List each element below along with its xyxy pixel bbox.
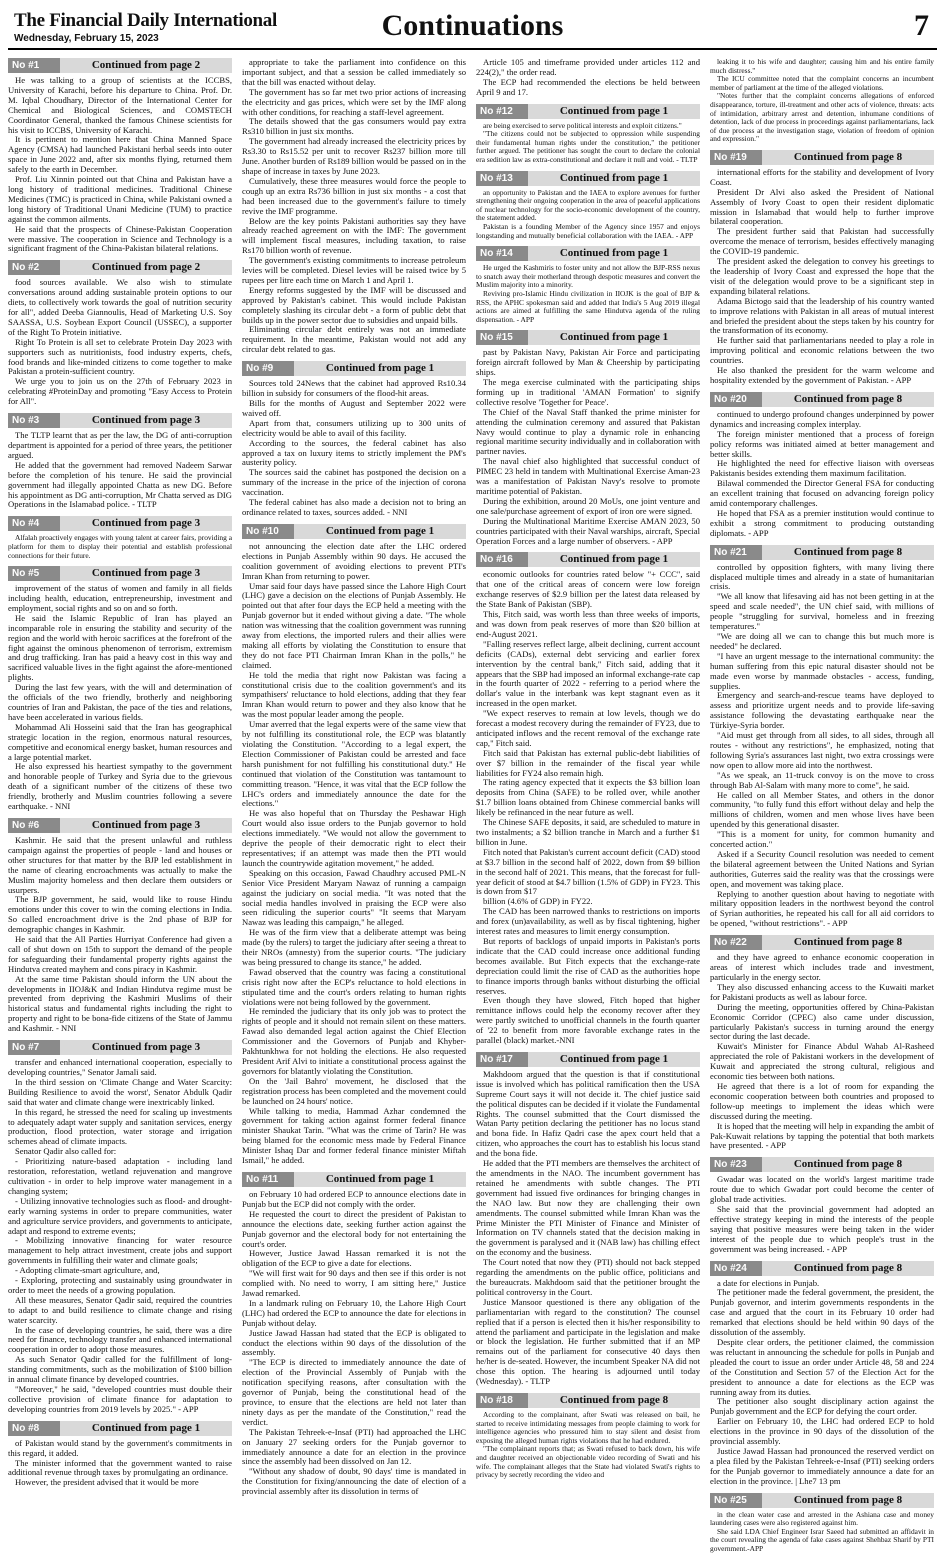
article-paragraph: Gwadar was located on the world's largest maritime trade route due to which Gwadar port could become the center of global trade activities.: [710, 1174, 934, 1205]
continuation-header: [476, 104, 700, 119]
article-paragraph: In the third session on 'Climate Change and Water Scarcity: Building Resilience to avoid the worst', Senator Abdulk Qadir said that water and climate change were inextricably linked.: [8, 1076, 232, 1107]
continuation-title: Continued from page 1: [528, 104, 700, 119]
continuation-header: [8, 566, 232, 581]
continuation-title: Continued from page 1: [294, 361, 466, 376]
article-paragraph: He also thanked the president for the warm welcome and hospitality extended by the government of Pakistan. - APP: [710, 365, 934, 385]
paper-name: The Financial Daily International: [14, 10, 277, 31]
continuation-title: Continued from page 1: [294, 524, 466, 539]
article-paragraph: At the same time Pakistan should inform the UN about the developments in IIOJ&K and Indian Hindutva regime must be prevented from depriving the Kashmiri Muslims of their historical status and fundamental rights including the right to property and right to be bona-fide citizens of the State of Jammu and Kashmir. - NNI: [8, 973, 232, 1034]
article-paragraph: Justice Mansoor questioned is there any obligation of the parliamentarian with regard to the constitution? The counsel replied that if a person is elected then it his/her responsibility to attend the parliament and participate in the legislation and make or block the legislation. He further submitted that if an MP remains out of the parliament for consecutive 40 days then he/her is de-seated. However, the incumbent Speaker NA did not chose this option. The hearing is adjourned until today (Wednesday). - TLTP: [476, 1296, 700, 1387]
column-3: [476, 58, 700, 1528]
continuation-block: [8, 818, 232, 1034]
continuation-block: [710, 1493, 934, 1554]
continuation-title: Continued from page 8: [762, 1493, 934, 1508]
article-paragraph: Fitch noted that Pakistan's current account deficit (CAD) stood at $3.7 billion in the second half of 2022, down from $9 billion in the second half of 2021. This means, that the forecast for full-year deficit of stood at $4.7 billion (1.5% of GDP) in FY23. This is down from $17: [476, 846, 700, 897]
continuation-title: Continued from page 8: [762, 545, 934, 560]
article-paragraph: He also expressed his heartiest sympathy to the government and honorable people of Turkey and Syria due to the grievous death of a significant number of the citizens of these two friendly, brotherly and Muslim countries following a severe earthquake. - NNI: [8, 761, 232, 812]
article-paragraph: - Utilizing innovative technologies such as flood- and drought-early warning systems in order to prepare communities, water and agriculture service providers, and governments to anticipate, adapt and respond to extreme events;: [8, 1195, 232, 1236]
continuation-number: No #15: [476, 330, 528, 345]
article-paragraph: Below are the key points Pakistani authorities say they have already reached agreement on with the IMF: The government will implement fiscal measures, including taxation, to raise Rs170 billion worth of revenue.: [242, 215, 466, 256]
article-paragraph: In the case of developing countries, he said, there was a dire need for finance, technology transfer and enhanced international cooperation in order to adopt those measures.: [8, 1324, 232, 1355]
continuation-header: [710, 545, 934, 560]
article-paragraph: Umar said four days have passed since the Lahore High Court (LHC) gave a decision on the elections of Punjab Assembly. He pointed out that after four days the ECP held a meeting with the Punjab governor but it ended without giving a date. "The whole nation was witnessing that the coalition government was running away from elections, the imported rulers and their allies were making all efforts by violating the Constitution to ensure that they do not face PTI Chairman Imran Khan in the polls," he claimed.: [242, 580, 466, 670]
continuation-number: No #2: [8, 260, 60, 275]
article-paragraph: Speaking on this occasion, Fawad Chaudhry accused PML-N Senior Vice President Maryam Nawaz of running a campaign against the judiciary on social media. "It was noted that the social media handles involved in praising the ECP were also seen ridiculing the superior courts" "It seems that Maryam Nawaz was leading this campaign," he alleged.: [242, 867, 466, 928]
continuation-title: Continued from page 3: [60, 516, 232, 531]
continuation-title: Continued from page 1: [60, 1421, 232, 1436]
article-paragraph: The ICU committee noted that the complaint concerns an incumbent member of parliament at the time of the alleged violations.: [710, 74, 934, 92]
article-paragraph: "As we speak, an 11-truck convoy is on the move to cross through Bab Al-Salam with many more to come", he said.: [710, 769, 934, 790]
article-paragraph: She said LDA Chief Engineer Israr Saeed had submitted an affidavit in the court revealing the agenda of fake cases against Shehbaz Sharif by PTI government.-APP: [710, 1526, 934, 1553]
article-paragraph: "This is a moment for unity, for common humanity and concerted action.": [710, 829, 934, 850]
article-paragraph: Eliminating circular debt entirely was not an immediate requirement. In the meantime, Pakistan would not add any circular debt related to gas.: [242, 324, 466, 355]
continuation-block: [710, 935, 934, 1151]
article-paragraph: - Adopting climate-smart agriculture, and,: [15, 1265, 160, 1276]
article-paragraph: Apart from that, consumers utilizing up to 300 units of electricity would be able to avail of this facility.: [242, 417, 466, 438]
article-paragraph: In a landmark ruling on February 10, the Lahore High Court (LHC) had ordered the ECP to announce the date for elections in Punjab without delay.: [242, 1297, 466, 1328]
article-paragraph: Alfalah proactively engages with young talent at career fairs, providing a platform for them to display their potential and establish professional connections for their future.: [8, 533, 232, 560]
article-paragraph: While talking to media, Hammad Azhar condemned the government for taking action against former federal finance minister Shaukat Tarin. "What was the crime of Tarin? He was being blamed for the economic mess made by Federal Finance Minister Ishaq Dar and former federal finance minister Miftah Ismail," he added.: [242, 1105, 466, 1166]
continuation-title: Continued from page 1: [528, 171, 700, 186]
continuation-header: [710, 1157, 934, 1172]
article-paragraph: The government had already increased the electricity prices by Rs3.30 to Rs15.52 per unit to recover Rs237 billion more till June. Another burden of Rs189 billion would be passed on in the shape of increase in taxes by June 2023.: [242, 136, 466, 176]
article-paragraph: However, the president advised that it would be more: [15, 1477, 199, 1488]
continuation-title: Continued from page 3: [60, 413, 232, 428]
continuation-header: [476, 552, 700, 567]
article-paragraph: Adama Bictogo said that the leadership of his country wanted to improve relations with Pakistan in all areas of mutual interest and briefed the president about the steps taken by his country for the transformation of its economy.: [710, 295, 934, 336]
article-paragraph: He urged the Kashmiris to foster unity and not allow the BJP-RSS nexus to snatch away their motherland through despotic measures and convert the Muslim majority into a minority.: [476, 263, 700, 290]
continuation-number: No #3: [8, 413, 60, 428]
article-paragraph: and they have agreed to enhance economic cooperation in areas of interest which includes trade and investment, particularly in the energy sector.: [710, 952, 934, 982]
article-paragraph: The Pakistan Tehreek-e-Insaf (PTI) had approached the LHC on January 27 seeking orders for the Punjab governor to immediately announce a date for an election in the province since the assembly had been dissolved on Jan 12.: [242, 1426, 466, 1467]
article-paragraph: But reports of backlogs of unpaid imports in Pakistan's ports indicate that the CAD could increase once additional funding becomes available. But Fitch expects that the exchange-rate depreciation could limit the rise of CAD as the authorities hope to finance imports through banks without disturbing the official reserves.: [476, 935, 700, 996]
continuation-number: No #24: [710, 1261, 762, 1276]
article-paragraph: He called on all Member States, and others in the donor community, "to fully fund this effort without delay and help the millions of children, women and men whose lives have been upended by this generational disaster.: [710, 789, 934, 830]
section-title: Continuations: [381, 9, 564, 42]
article-paragraph: He further said that parliamentarians needed to play a role in improving political and economic relations between the two countries.: [710, 335, 934, 366]
continuation-number: No #23: [710, 1157, 762, 1172]
continuation-block: [476, 552, 700, 1046]
continuation-block: [8, 516, 232, 560]
page-number: 7: [914, 9, 929, 42]
continuation-title: Continued from page 3: [60, 1040, 232, 1055]
article-paragraph: Replying to another question about having to negotiate with military opposition leaders in the northwest beyond the control of Syrian authorities, he repeated his call for all aid corridors to be opened, "without restrictions". - APP: [710, 888, 934, 929]
continuation-title: Continued from page 8: [762, 150, 934, 165]
article-paragraph: of Pakistan would stand by the government's commitments in this regard, it added.: [8, 1437, 232, 1458]
continuation-block: [710, 150, 934, 386]
article-paragraph: He was also hopeful that on Thursday the Peshawar High Court would also issue orders to the Punjab governor to hold elections immediately. "We would not allow the government to deprive the people of their democratic right to elect their representatives; if an attempt was made then the PTI would launch the countrywide agitation movement," he added.: [242, 808, 466, 868]
article-paragraph: The ECP had recommended the elections be held between April 9 and 17.: [476, 76, 700, 97]
article-paragraph: "Without any shadow of doubt, 90 days' time is mandated in the Constitution for fixing/announcing the date of election of a provincial assembly after its dissolution in terms of: [242, 1466, 466, 1497]
continuation-title: Continued from page 8: [762, 1157, 934, 1172]
article-paragraph: Earlier on February 10, the LHC had ordered ECP to hold elections in the province in 90 days of the dissolution of the provincial assembly.: [710, 1416, 934, 1447]
article-paragraph: During the last few years, with the will and determination of the officials of the two friendly, brotherly and neighboring countries of Iran and Pakistan, the pace of the ties and relations, have been accelerated in various fields.: [8, 682, 232, 722]
continuation-block: [8, 413, 232, 510]
article-paragraph: past by Pakistan Navy, Pakistan Air Force and participating foreign aircraft followed by Man & Cheership by participating ships.: [476, 347, 700, 378]
article-paragraph: He was talking to a group of scientists at the ICCBS, University of Karachi, before his departure to China. Prof. Dr. M. Iqbal Choudhary, Director of the International Center for Chemical and Biological Sciences, and COMSTECH Coordinator General, thanked the famous Chinese scientists for his visit to ICCBS, University of Karachi.: [8, 75, 232, 135]
article-paragraph: Emergency and search-and-rescue teams have deployed to assess and prioritize urgent needs and to provide life-saving assistance following the devastating earthquake near the Türkiye-Syria border.: [710, 690, 934, 731]
article-paragraph: - Prioritizing nature-based adaptation - including land restoration, reforestation, wetland rejuvenation and mangrove cultivation - in order to help improve water management in a changing system;: [8, 1156, 232, 1196]
article-paragraph: He said the Islamic Republic of Iran has played an incomparable role in ensuring the stability and security of the region and the world with heroic sacrifices at the forefront of the fight against the ominous phenomenon of terrorism, extremism and drug trafficking. Iran has paid a heavy cost in this way and sacrificed valuable lives in the fight against the afore-mentioned plights.: [8, 612, 232, 683]
article-paragraph: Energy reforms suggested by the IMF will be discussed and approved by Pakistan's cabinet. This would include Pakistan completely slashing its circular debt - a form of public debt that builds up in the power sector due to subsidies and unpaid bills.: [242, 284, 466, 325]
continuation-number: No #7: [8, 1040, 60, 1055]
continuation-title: Continued from page 2: [60, 260, 232, 275]
continuation-block: [710, 58, 934, 144]
continuation-title: Continued from page 3: [60, 818, 232, 833]
continuation-block: [710, 392, 934, 539]
continuation-block: [710, 1261, 934, 1487]
continuation-block: [710, 1157, 934, 1254]
masthead: [8, 6, 937, 50]
continuation-title: Continued from page 1: [294, 1172, 466, 1187]
article-paragraph: Mohammad Ali Hosseini said that the Iran has geographical strategic location in the region, enormous natural resources, competitive and economical energy basket, human resources and a large potential market.: [8, 721, 232, 762]
continuation-number: No #25: [710, 1493, 762, 1508]
article-paragraph: Bilawal commended the Director General FSA for conducting an excellent training that focused on advancing foreign policy amid contemporary challenges.: [710, 478, 934, 509]
continuation-header: [476, 246, 700, 261]
article-paragraph: Pakistan is a founding Member of the Agency since 1957 and enjoys longstanding and mutually beneficial collaboration with the IAEA. - APP: [476, 221, 700, 240]
article-paragraph: leaking it to his wife and daughter; causing him and his entire family much distress.": [710, 57, 934, 75]
article-paragraph: According to the sources, the federal cabinet has also approved a tax on luxury items to strictly implement the PM's austerity policy.: [242, 437, 466, 468]
article-paragraph: He said that the prospects of Chinese-Pakistan Cooperation were massive. The cooperation in Science and Technology is a significant fragment of the China-Pakistan bilateral relations.: [8, 223, 232, 254]
columns-container: [8, 57, 937, 1553]
article-paragraph: "We are doing all we can to change this but much more is needed" he declared.: [710, 631, 934, 651]
article-paragraph: continued to undergo profound changes underpinned by power dynamics and increasing complex interplay.: [710, 408, 934, 429]
continuation-block: [476, 246, 700, 324]
article-paragraph: Kashmir. He said that the present unlawful and ruthless campaign against the properties of people - land and houses or other structures for that matter by the BJP led establishment in the name of clearing encroachments was actually to make the Muslim majority homeless and then declare them outsiders or usurpers.: [8, 834, 232, 895]
article-paragraph: food sources available. We also wish to stimulate conversations around adding sustainable protein options to our diets, to collectively work towards the goal of nutrition security for all", added Deeba Giannoulis, Head of Marketing U.S. Soy SAASSA, U.S. Soybean Export Council (USSEC), a supporter of the Right To Protein initiative.: [8, 277, 232, 337]
column-1: [8, 58, 232, 1528]
article-paragraph: He highlighted the need for effective liaison with overseas Pakistanis besides extending them maximum facilitation.: [710, 458, 934, 479]
article-paragraph: "Moreover," he said, "developed countries must double their collective provision of climate finance for adaptation to developing countries from 2019 levels by 2025." - APP: [8, 1384, 232, 1414]
article-paragraph: The Court noted that now they (PTI) should not back stepped regarding the amendments on the public office, politicians and the bureaucrats. Makhdoom said that the petitioner brought the political controversy in the Court.: [476, 1257, 700, 1297]
article-paragraph: Sources told 24News that the cabinet had approved Rs10.34 billion in subsidy for consumers of the flood-hit areas.: [242, 378, 466, 399]
article-paragraph: - Exploring, protecting and sustainably using groundwater in order to meet the needs of a growing population.: [8, 1275, 232, 1295]
article-paragraph: All these measures, Senator Qadir said, required the countries to adapt to and build resilience to climate change and rising water scarcity.: [8, 1294, 232, 1325]
article-paragraph: "We expect reserves to remain at low levels, though we do forecast a modest recovery during the remainder of FY23, due to anticipated inflows and the recent removal of the exchange rate cap," Fitch said.: [476, 708, 700, 748]
article-paragraph: an opportunity to Pakistan and the IAEA to explore avenues for further strengthening their ongoing cooperation in the area of peaceful applications of nuclear technology for the socio-economic development of the country, the statement added.: [476, 187, 700, 223]
continuation-block: [476, 104, 700, 165]
continuation-number: No #9: [242, 361, 294, 376]
continuation-title: Continued from page 8: [762, 935, 934, 950]
article-paragraph: Article 105 and timeframe provided under articles 112 and 224(2)," the order read.: [476, 57, 700, 77]
article-paragraph: It is hoped that the meeting will help in expanding the ambit of Pak-Kuwait relations by tapping the potential that both markets have presented. - APP: [710, 1120, 934, 1151]
continuation-number: No #22: [710, 935, 762, 950]
continuation-number: No #17: [476, 1052, 528, 1067]
article-paragraph: He added that the government had removed Nadeem Sarwar before the completion of his tenure. He said the provincial government had illegally appointed Chatta as new DG. Before his appointment as DG anti-corruption, Mr Chatta served as DIG Operations in the Islamabad police. - TLTP: [8, 459, 232, 510]
continuation-number: No #14: [476, 246, 528, 261]
article-paragraph: Right To Protein is all set to celebrate Protein Day 2023 with supporters such as nutritionists, food industry experts, chefs, food brands and like-minded citizens to come together to make Pakistan a protein-sufficient country.: [8, 336, 232, 377]
column-2: [242, 58, 466, 1528]
article-paragraph: billion (4.6% of GDP) in FY22.: [483, 896, 593, 907]
article-paragraph: economic outlooks for countries rated below "+ CCC", said that one of the critical areas of concern were low foreign exchange reserves of $2.9 billion per the latest data released by the State Bank of Pakistan (SBP).: [476, 569, 700, 610]
continuation-block: [8, 566, 232, 812]
article-paragraph: As such Senator Qadir called for the fulfillment of long-standing commitments, such as the mobilization of $100 billion in annual climate finance by developed countries.: [8, 1354, 232, 1385]
continuation-title: Continued from page 8: [528, 1393, 700, 1408]
article-paragraph: "We will first wait for 90 days and then see if this order is not complied with. No need to worry, I am sitting here," Justice Jawad remarked.: [242, 1268, 466, 1299]
continuation-header: [710, 1261, 934, 1276]
continuation-number: No #6: [8, 818, 60, 833]
continuation-block: [242, 361, 466, 518]
article-paragraph: not announcing the election date after the LHC ordered elections in Punjab Assembly within 90 days. He accused the coalition government of avoiding elections to prevent PTI's Imran Khan from returning to power.: [242, 540, 466, 581]
continuation-block: [476, 330, 700, 546]
article-paragraph: This, Fitch said, was worth less than three weeks of imports, and was down from peak reserves of more than $20 billion at end-August 2021.: [476, 609, 700, 639]
article-paragraph: Despite clear orders, the petitioner claimed, the commission was reluctant in announcing the schedule for polls in Punjab and pleaded the court to issue an order under Article 48, 58 and 224 of the Constitution and Section 57 of the Election Act for the president to announce a date for elections as the ECP was running away from its duties.: [710, 1337, 934, 1397]
article-paragraph: He agreed that there is a lot of room for expanding the economic cooperation between both countries and proposed to follow-up meetings to implement the ideas which were discussed during the meeting.: [710, 1080, 934, 1121]
article-paragraph: The petitioner made the federal government, the president, the Punjab governor, and interim governments respondents in the case and argued that the court in its February 10 order had remarked that elections should be held within 90 days of the dissolution of the assembly.: [710, 1287, 934, 1338]
article-paragraph: - Mobilizing innovative financing for water resource management to help attract investment, create jobs and support governments in fulfilling their water and climate goals;: [8, 1235, 232, 1266]
continuation-header: [8, 58, 232, 73]
continuation-block: [242, 524, 466, 1166]
article-paragraph: "Notes further that the complaint concerns allegations of enforced disappearance, torture, ill-treatment and other acts of violence, threats: acts of intimidation, arbitrary arrest and detention, inhumane conditions of detention, lack of due process in proceedings against parliamentarians, lack of due process at the investigation stage, violation of freedom of opinion and expression.": [710, 91, 934, 144]
article-paragraph: Prof. Liu Xinnin pointed out that China and Pakistan have a long history of traditional medicines. Traditional Chinese Medicines (TMC) is practiced in China, while Pakistani owned a long history of Traditional Unani Medicine (TUM) to practice against the common ailments.: [8, 174, 232, 224]
article-paragraph: The naval chief also highlighted that successful conduct of PIMEC 23 held in tandem with Multinational Exercise Aman-23 was a manifestation of Pakistan Navy's resolve to promote maritime potential of Pakistan.: [476, 456, 700, 496]
continuation-block: [8, 1421, 232, 1489]
continuation-block: [476, 1393, 700, 1480]
continuation-header: [710, 150, 934, 165]
article-paragraph: Fawad observed that the country was facing a constitutional crisis right now after the ECP's reluctance to hold elections in stipulated time and the court's orders relating to human rights violations were not being followed by the government.: [242, 966, 466, 1007]
continuation-header: [8, 818, 232, 833]
continuation-title: Continued from page 1: [528, 552, 700, 567]
continuation-header: [476, 171, 700, 186]
article-paragraph: Even though they have slowed, Fitch hoped that higher remittance inflows could help the economy recover after they were partly switched to unofficial channels in the fourth quarter of '22 to benefit from more favorable exchange rates in the parallel (black) market.-NNI: [476, 995, 700, 1046]
continuation-title: Continued from page 8: [762, 1261, 934, 1276]
continuation-header: [8, 1040, 232, 1055]
article-paragraph: are being exercised to serve political interests and exploit citizens.": [483, 120, 682, 130]
continuation-header: [242, 524, 466, 539]
article-paragraph: The sources said the cabinet has postponed the decision on a summary of the increase in the price of the injection of corona vaccination.: [242, 467, 466, 498]
article-paragraph: transfer and enhanced international cooperation, especially to developing countries," Senator Jamali said.: [8, 1057, 232, 1077]
article-paragraph: Senator Qadir also called for:: [15, 1146, 117, 1157]
article-paragraph: "The citizens could not be subjected to oppression while suspending their fundamental human rights under the constitution," the petitioner further argued. The petitioner has sought the court to declare the colonial era sedition law as extra-constitutional and declare it null and void. - TLTP: [476, 129, 700, 164]
continuation-block: [8, 1040, 232, 1415]
article-paragraph: During the Multinational Maritime Exercise AMAN 2023, 50 countries participated with their Naval warships, aircraft, Special Operation Forces and a large number of observers. - APP: [476, 515, 700, 546]
continuation-header: [476, 330, 700, 345]
article-paragraph: a date for elections in Punjab.: [717, 1277, 820, 1288]
article-paragraph: "I have an urgent message to the international community: the human suffering from this epic natural disaster should not be made even worse by manmade obstacles - access, funding, supplies.: [710, 650, 934, 691]
continuation-header: [8, 413, 232, 428]
continuation-title: Continued from page 2: [60, 58, 232, 73]
continuation-number: No #1: [8, 58, 60, 73]
article-paragraph: Reviving pro-Islamic Hindu civilization in IIOJK is the goal of BJP & RSS, the APHC spokesman said and added that India's 5 Aug 2019 illegal actions are aimed at fulfilling the same Hindutva agenda of the ruling dispensation. - APP: [476, 288, 700, 324]
article-paragraph: appropriate to take the parliament into confidence on this important subject, and that a session be called immediately so that the bill was enacted without delay.: [242, 57, 466, 87]
continuation-number: No #13: [476, 171, 528, 186]
article-paragraph: The government has so far met two prior actions of increasing the electricity and gas prices, which were set by the IMF along with other conditions, for reaching a staff-level agreement.: [242, 86, 466, 117]
article-paragraph: He said that the All Parties Hurriyat Conference had given a call of shut down on 15th to support the demand of the people for safeguarding their fundamental property rights against the Hindutva created mayhem and cons piracy in Kashmir.: [8, 934, 232, 974]
article-paragraph: She said that the provincial government had adopted an effective strategy keeping in mind the interests of the people saying that positive measures were being taken in the wider interest of the people due to which people's trust in the government was being increased. - APP: [710, 1204, 934, 1254]
continuation-header: [710, 1493, 934, 1508]
article-paragraph: "The ECP is directed to immediately announce the date of election of the Provincial Assembly of Punjab with the notification specifying reasons, after consultation with the governor of Punjab, being the constitutional head of the province, to ensure that the elections are held not later than ninety days as per the mandate of the Constitution," read the verdict.: [242, 1357, 466, 1427]
article-paragraph: He added that the PTI members are themselves the architect of the amendments in the NAO. The incumbent government has retained he amendments with subtle changes. The PTI government had issued five ordinances for bringing changes in the NAO law. But now they are challenging their own amendments. The counsel submitted while Imran Khan was the Prime Minister the PTI Minister of Finance and Minister of Information on TV channels stated that the decision making in the government is paralysed and it (NAB law) has chilling effect on the economy and the business.: [476, 1158, 700, 1258]
article-paragraph: The foreign minister mentioned that a process of foreign policy reforms was initiated aimed at better management and better skills.: [710, 428, 934, 459]
continuation-block: [8, 260, 232, 407]
continuation-number: No #20: [710, 392, 762, 407]
article-paragraph: They also discussed enhancing access to the Kuwaiti market for Pakistani products as well as labour force.: [710, 981, 934, 1002]
continuation-header: [8, 516, 232, 531]
continuation-header: [476, 1052, 700, 1067]
continuation-block: [476, 1052, 700, 1387]
continuation-number: No #8: [8, 1421, 60, 1436]
article-paragraph: The president further said that Pakistan had successfully overcome the menace of terrorism, besides effectively managing the COVID-19 pandemic.: [710, 226, 934, 257]
article-paragraph: The mega exercise culminated with the participating ships forming up in traditional 'AMAN Formation' to signify collective resolve 'Together for Peace'.: [476, 377, 700, 407]
article-paragraph: Makhdoom argued that the question is that if constitutional issue is involved which has political ramification then the USA Supreme Court says it will not decide it. The chief justice said the political disputes can be decided if it violate the Fundamental Rights. The counsel submitted that the Court dismissed the Watan Party petition declaring the petitioner has no locus stand and bona fide. In Hafiz Qadri case the apex court held that a citizen, who approaches the court has to establish his locus stand and the bona fide.: [476, 1068, 700, 1159]
continuation-block: [242, 1172, 466, 1497]
article-paragraph: He told the media that right now Pakistan was facing a constitutional crisis due to the coalition government's and its sympathisers' reluctance to hold elections, adding that they fear Imran Khan would return to power and they also know that he was the most popular leader among the people.: [242, 669, 466, 720]
continuation-header: [242, 1172, 466, 1187]
article-paragraph: Cumulatively, these three measures would force the people to cough up an extra Rs736 billion in just six months - a cost that had been increased due to the government's failure to timely revive the IMF programme.: [242, 175, 466, 216]
article-paragraph: The petitioner also sought disciplinary action against the Punjab government and the ECP for defying the court order.: [710, 1396, 934, 1417]
article-paragraph: President Dr Alvi also asked the President of National Assembly of Ivory Coast to open their resident diplomatic mission in Islamabad that would help to further improve bilateral cooperation.: [710, 186, 934, 227]
article-paragraph: In this regard, he stressed the need for scaling up investments to adequately adapt water supply and sanitation services, energy production, flood protection, water storage and irrigation schemes ahead of climate impacts.: [8, 1106, 232, 1147]
continuation-block: [242, 58, 466, 355]
continuation-header: [710, 392, 934, 407]
paper-date: Wednesday, February 15, 2023: [14, 33, 159, 44]
article-paragraph: He hoped that FSA as a premier institution would continue to exhibit a strong commitment to producing outstanding diplomats. - APP: [710, 507, 934, 538]
article-paragraph: The rating agency expected that it expects the $3 billion loan deposits from China (SAFE) to be rolled over, while another $1.7 billion loans obtained from Chinese commercial banks will likely be refinanced in the near future as well.: [476, 777, 700, 818]
continuation-block: [476, 58, 700, 98]
article-paragraph: "We all know that lifesaving aid has not been getting in at the speed and scale needed", the UN chief said, with millions of people "struggling for survival, homeless and in freezing temperatures.": [710, 591, 934, 632]
article-paragraph: Asked if a Security Council resolution was needed to cement the bilateral agreement between the United Nations and Syrian authorities, Guterres said the reality was that the crossings were open, and movement was taking place.: [710, 848, 934, 889]
continuation-title: Continued from page 3: [60, 566, 232, 581]
article-paragraph: improvement of the status of women and family in all fields including health, education, entrepreneurship, investment and employment, social rights and so on and so forth.: [8, 583, 232, 613]
article-paragraph: On the 'Jail Bahro' movement, he disclosed that the registration process has been completed and the movement could be launched on 24 hours' notice.: [242, 1075, 466, 1106]
article-paragraph: The CAD has been narrowed thanks to restrictions on imports and forex (un)availability, as well as by fiscal tightening, higher interest rates and measures to limit energy consumption.: [476, 906, 700, 937]
article-paragraph: in the clean water case and arrested in the Ashiana case and money laundering cases were also registered against him.: [710, 1509, 934, 1528]
article-paragraph: The details showed that the gas consumers would pay extra Rs310 billion in just six months.: [242, 116, 466, 137]
article-paragraph: The president asked the delegation to convey his greetings to the leadership of Ivory Coast and expressed the hope that the visit of the delegation would prove to be a significant step in expanding bilateral relations.: [710, 256, 934, 296]
article-paragraph: on February 10 had ordered ECP to announce elections date in Punjab but the ECP did not comply with the order.: [242, 1188, 466, 1209]
continuation-header: [476, 1393, 700, 1408]
continuation-title: Continued from page 1: [528, 1052, 700, 1067]
article-paragraph: He reminded the judiciary that its only job was to protect the rights of people and it should not remain silent on these matters. Fawad also demanded legal action against the Chief Election Commissioner and the Governors of Punjab and Khyber-Pakhtunkhwa for not holding the elections. He also requested President Arif Alvi to initiate a constitutional process against the governors for blatantly violating the Constitution.: [242, 1006, 466, 1076]
article-paragraph: "The complainant reports that; as Swati refused to back down, his wife and daughter received an objectionable video recording of Swati and his wife. The complainant alleges that the State had violated Swati's rights to privacy by secretly recording the video and: [476, 1444, 700, 1480]
continuation-number: No #11: [242, 1172, 294, 1187]
continuation-number: No #12: [476, 104, 528, 119]
continuation-title: Continued from page 1: [528, 330, 700, 345]
article-paragraph: controlled by opposition fighters, with many living there displaced multiple times and already in a state of humanitarian crisis.: [710, 561, 934, 592]
article-paragraph: According to the complainant, after Swati was released on bail, he started to receive intimidating messages from people claiming to work for intelligence agencies who pressured him to stay silent and desist from exposing the alleged human rights violations that he had endured.: [476, 1409, 700, 1445]
continuation-header: [710, 935, 934, 950]
article-paragraph: Umar averred that the legal experts were of the same view that by not fulfilling its constitutional role, the ECP was blatantly violating the Constitution. "According to a legal expert, the Election Commissioner of Pakistan could be arrested and face harsh punishment for not fulfilling his constitutional duty." He continued that violation of the Constitution was tantamount to committing treason. "Hence, it was vital that the ECP follow the LHC's orders and immediately announce the date for the elections.": [242, 719, 466, 809]
column-4: [710, 57, 934, 1553]
article-paragraph: He was of the firm view that a deliberate attempt was being made (by the rulers) to target the judiciary after seeing a threat to their NROs (amnesty) from the superior courts. "The judiciary was being pressured to change its stance," he added.: [242, 927, 466, 967]
article-paragraph: "Falling reserves reflect large, albeit declining, current account deficits (CADs), external debt servicing and earlier forex intervention by the central bank," Fitch said, adding that it appears that the SBP had imposed an informal exchange-rate cap in the fourth quarter of 2022 - referring to a period where the dollar's value in the interbank was kept stagnant even as it increased in the open market.: [476, 638, 700, 709]
article-paragraph: The BJP government, he said, would like to rouse Hindu emotions under this cover to win the coming elections in India. So called encroachment drive is the 2nd phase of BJP for demographic changes in Kashmir.: [8, 894, 232, 935]
continuation-number: No #16: [476, 552, 528, 567]
article-paragraph: The TLTP learnt that as per the law, the DG of anti-corruption department is appointed for a period of three years, the petitioner argued.: [8, 430, 232, 460]
article-paragraph: Fitch said that Pakistan has external public-debt liabilities of over $7 billion in the remainder of the fiscal year while liabilities for FY24 also remain high.: [476, 747, 700, 778]
article-paragraph: However, Justice Jawad Hassan remarked it is not the obligation of the ECP to give a date for elections.: [242, 1248, 466, 1269]
continuation-title: Continued from page 1: [528, 246, 700, 261]
continuation-block: [710, 545, 934, 930]
article-paragraph: Justice Jawad Hassan had stated that the ECP is obligated to conduct the elections within 90 days of the dissolution of the assembly.: [242, 1327, 466, 1358]
article-paragraph: We urge you to join us on the 27th of February 2023 in celebrating #ProteinDay and promoting "Easy Access to Protein for All".: [8, 376, 232, 407]
continuation-title: Continued from page 8: [762, 392, 934, 407]
continuation-number: No #4: [8, 516, 60, 531]
continuation-number: No #21: [710, 545, 762, 560]
continuation-number: No #5: [8, 566, 60, 581]
article-paragraph: Justice Jawad Hassan had pronounced the reserved verdict on a plea filed by the Pakistan Tehreek-e-Insaf (PTI) seeking orders for the Punjab governor to immediately announce a date for an election in the province. | Lhe7 13 pm: [710, 1445, 934, 1486]
article-paragraph: During the meeting, opportunities offered by China-Pakistan Economic Corridor (CPEC) also came under discussion, particularly Pakistan's success in turning around the energy sector during the last decade.: [710, 1001, 934, 1042]
article-paragraph: international efforts for the stability and development of Ivory Coast.: [710, 166, 934, 187]
article-paragraph: The Chief of the Naval Staff thanked the prime minister for attending the culmination ceremony and assured that Pakistan Navy would continue to play a dynamic role in enhancing regional maritime security individually and in collaboration with partner navies.: [476, 406, 700, 457]
continuation-block: [476, 171, 700, 241]
article-paragraph: The federal cabinet has also made a decision not to bring an ordinance related to taxes, sources added. - NNI: [242, 497, 466, 517]
continuation-number: No #19: [710, 150, 762, 165]
article-paragraph: The Chinese SAFE deposits, it said, are scheduled to mature in two instalments; a $2 billion tranche in March and a further $1 billion in June.: [476, 817, 700, 847]
article-paragraph: He requested the court to direct the president of Pakistan to announce the elections date, seeking further action against the Punjab governor and the electoral body for not entertaining the court's order.: [242, 1208, 466, 1249]
continuation-number: No #18: [476, 1393, 528, 1408]
continuation-header: [8, 260, 232, 275]
article-paragraph: It is pertinent to mention here that China Manned Space Agency (CMSA) had launched Pakistani herbal seeds into outer space in June 2022 and, after six months flying, returned them safely to the earth in December.: [8, 134, 232, 175]
article-paragraph: During the exhibition, around 20 MoUs, one joint venture and one sale/purchase agreement of export of iron ore were signed.: [476, 495, 700, 516]
continuation-header: [242, 361, 466, 376]
continuation-block: [8, 58, 232, 254]
article-paragraph: Bills for the months of August and September 2022 were waived off.: [242, 398, 466, 418]
article-paragraph: Kuwait's Minister for Finance Abdul Wahab Al-Rasheed appreciated the role of Pakistani workers in the development of Kuwait and appreciated the strong cultural, religious and economic ties between both nations.: [710, 1041, 934, 1082]
article-paragraph: "Aid must get through from all sides, to all sides, through all routes - without any restrictions", he emphasized, noting that following Syria's assurances last night, two extra crossings were now open to allow more aid into the northwest.: [710, 730, 934, 770]
article-paragraph: The government's existing commitments to increase petroleum levies will be completed. Diesel levies will be raised twice by 5 rupees per litre each time on March 1 and April 1.: [242, 255, 466, 285]
continuation-number: No #10: [242, 524, 294, 539]
article-paragraph: The minister informed that the government wanted to raise additional revenue through taxes by promulgating an ordinance.: [8, 1457, 232, 1478]
continuation-header: [8, 1421, 232, 1436]
